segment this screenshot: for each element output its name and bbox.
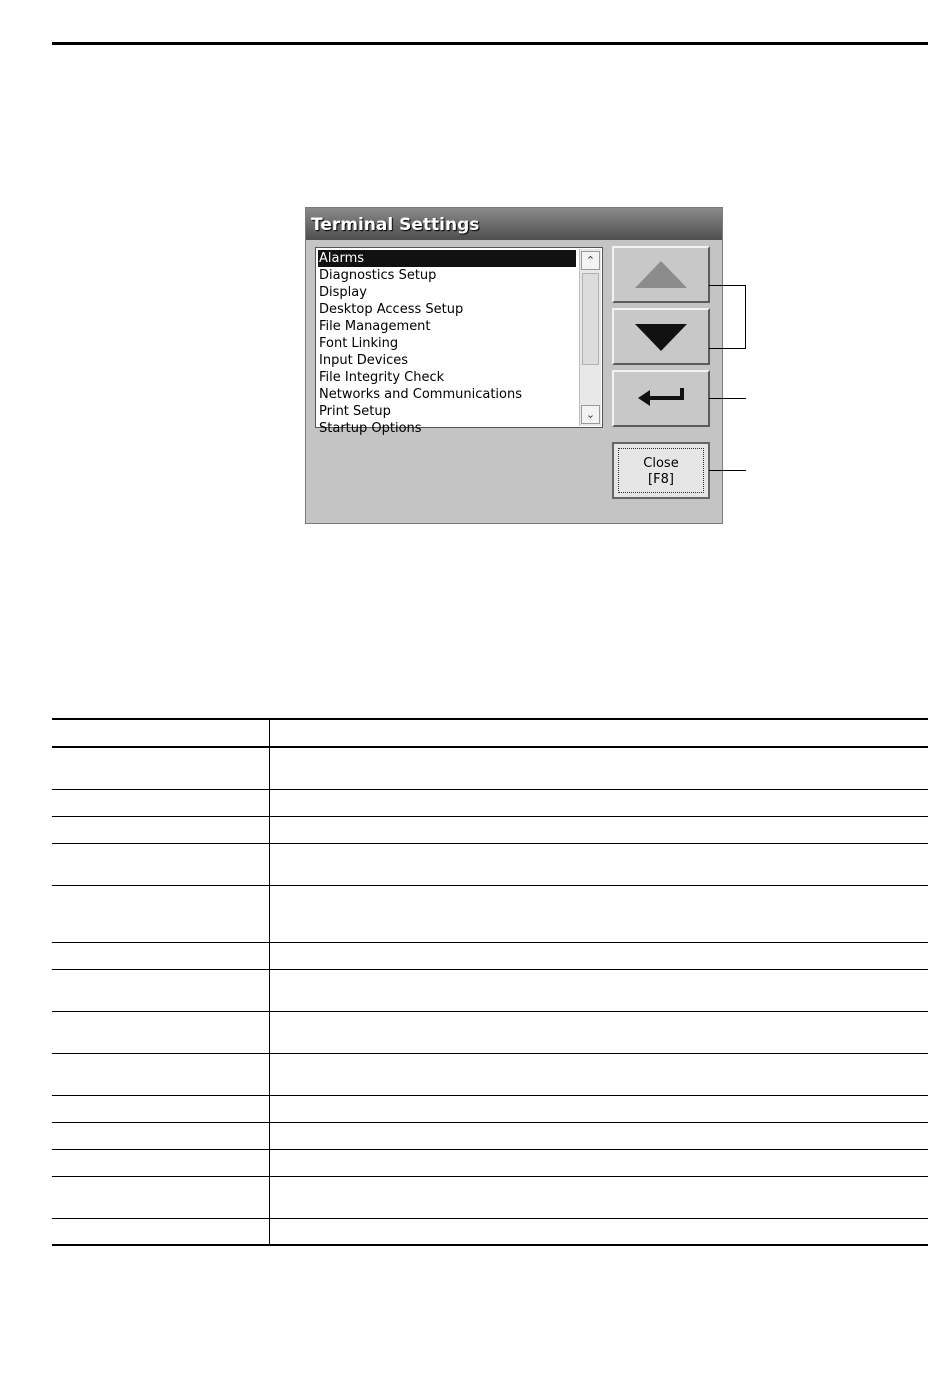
terminal-settings-dialog xyxy=(305,207,723,524)
table-cell-item xyxy=(52,747,270,789)
table-cell-description xyxy=(270,843,929,885)
table-cell-description xyxy=(270,885,929,942)
table-cell-item xyxy=(52,843,270,885)
list-item[interactable]: Diagnostics Setup xyxy=(319,268,437,283)
move-up-button[interactable] xyxy=(612,246,710,303)
callout-bracket-bottom xyxy=(709,348,746,349)
down-arrow-icon xyxy=(635,324,687,351)
listbox-scrollbar[interactable] xyxy=(579,249,601,426)
list-item[interactable]: Alarms xyxy=(318,250,576,267)
table-cell-description xyxy=(270,1011,929,1053)
close-label-line1: Close xyxy=(643,456,679,471)
list-item[interactable]: File Integrity Check xyxy=(319,370,445,385)
table-cell-item xyxy=(52,1218,270,1245)
table-row xyxy=(52,942,928,969)
table-cell-description xyxy=(270,1149,929,1176)
callout-enter xyxy=(709,398,746,399)
table-cell-item xyxy=(52,1011,270,1053)
table-row xyxy=(52,843,928,885)
dialog-title: Terminal Settings xyxy=(306,208,722,240)
list-item[interactable]: File Management xyxy=(319,319,431,334)
top-rule xyxy=(52,42,928,45)
list-item[interactable]: Input Devices xyxy=(319,353,409,368)
table-cell-description xyxy=(270,1122,929,1149)
enter-icon xyxy=(638,388,686,408)
table-row xyxy=(52,816,928,843)
table-cell-item xyxy=(52,816,270,843)
table-row xyxy=(52,789,928,816)
list-item[interactable]: Print Setup xyxy=(319,404,391,419)
close-button[interactable] xyxy=(612,442,710,499)
table-cell-item xyxy=(52,789,270,816)
callout-close xyxy=(709,470,746,471)
callout-bracket-top xyxy=(709,285,746,286)
table-cell-description xyxy=(270,1218,929,1245)
list-item[interactable]: Font Linking xyxy=(319,336,399,351)
table-cell-item xyxy=(52,969,270,1011)
table-row xyxy=(52,969,928,1011)
table-cell-description xyxy=(270,816,929,843)
table-row xyxy=(52,1053,928,1095)
settings-listbox[interactable] xyxy=(315,247,603,436)
table-cell-item xyxy=(52,1122,270,1149)
table-cell-description xyxy=(270,1053,929,1095)
table-cell-item xyxy=(52,942,270,969)
table-cell-description xyxy=(270,1176,929,1218)
list-item[interactable]: Desktop Access Setup xyxy=(319,302,464,317)
close-label-line2: [F8] xyxy=(648,472,674,487)
settings-list xyxy=(318,250,576,437)
description-table xyxy=(52,718,928,1246)
close-button-label xyxy=(618,448,704,493)
table-row xyxy=(52,1176,928,1218)
table-cell-description xyxy=(270,969,929,1011)
list-item[interactable]: Display xyxy=(319,285,367,300)
up-arrow-icon xyxy=(635,261,687,288)
table-header-cell xyxy=(52,719,270,747)
list-item[interactable]: Networks and Communications xyxy=(319,387,523,402)
table-cell-item xyxy=(52,1095,270,1122)
table-cell-item xyxy=(52,1176,270,1218)
list-item[interactable]: Startup Options xyxy=(319,421,422,436)
table-header-row xyxy=(52,719,928,747)
chevron-down-icon[interactable]: ⌄ xyxy=(581,405,600,424)
scroll-thumb[interactable] xyxy=(582,273,599,365)
table-cell-description xyxy=(270,1095,929,1122)
table-cell-item xyxy=(52,1149,270,1176)
table-row xyxy=(52,1011,928,1053)
callout-bracket-vertical xyxy=(745,285,746,349)
table-header-cell xyxy=(270,719,929,747)
table-row xyxy=(52,1122,928,1149)
table-row xyxy=(52,1149,928,1176)
table-cell-description xyxy=(270,789,929,816)
table-cell-item xyxy=(52,1053,270,1095)
table-row xyxy=(52,885,928,942)
table-cell-description xyxy=(270,942,929,969)
table-row xyxy=(52,1218,928,1245)
move-down-button[interactable] xyxy=(612,308,710,365)
table-cell-description xyxy=(270,747,929,789)
table-cell-item xyxy=(52,885,270,942)
enter-button[interactable] xyxy=(612,370,710,427)
table-row xyxy=(52,1095,928,1122)
chevron-up-icon[interactable]: ⌃ xyxy=(581,251,600,270)
table-row xyxy=(52,747,928,789)
